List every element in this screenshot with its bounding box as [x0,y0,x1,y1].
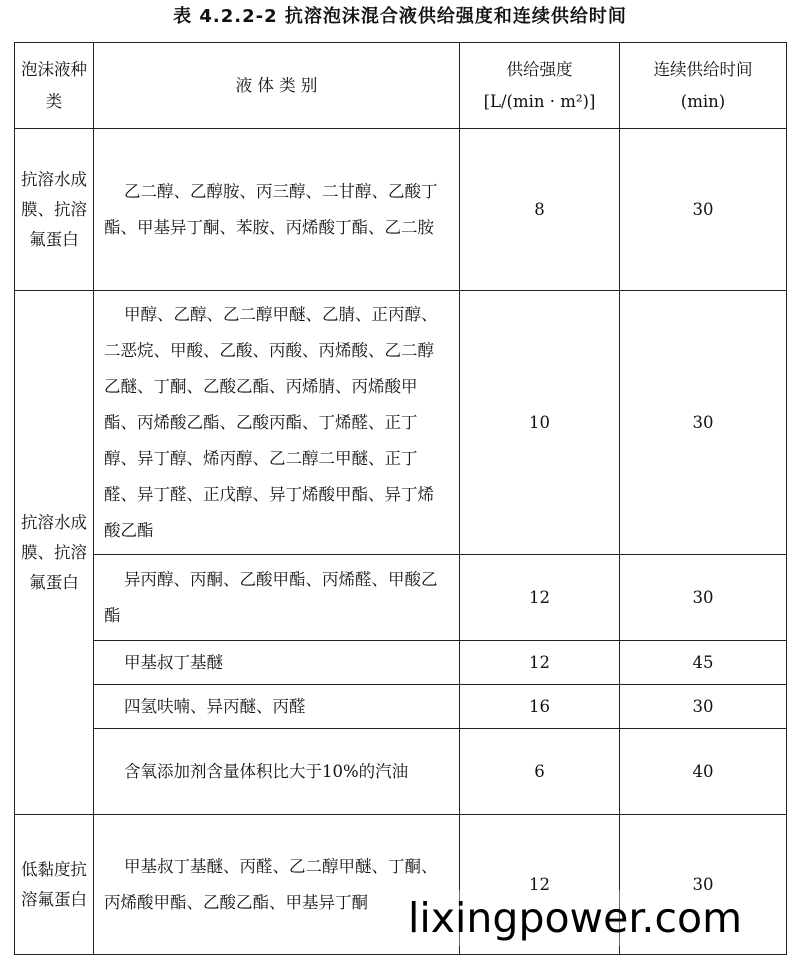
table-title: 表 4.2.2-2 抗溶泡沫混合液供给强度和连续供给时间 [173,6,627,27]
intensity-cell: 12 [460,815,620,955]
foam-type-cell: 抗溶水成膜、抗溶氟蛋白 [15,129,94,291]
table-row [15,685,787,729]
intensity-cell: 16 [460,685,620,729]
table-row [15,641,787,685]
intensity-cell: 10 [460,291,620,555]
header-duration [620,43,787,129]
foam-supply-table [14,42,787,955]
liquid-type-cell: 四氢呋喃、异丙醚、丙醛 [94,685,460,729]
duration-cell: 30 [620,129,787,291]
header-duration-unit: (min) [680,91,726,111]
header-intensity-label: 供给强度 [506,59,573,79]
table-row [15,129,787,291]
table-row [15,729,787,815]
intensity-cell: 6 [460,729,620,815]
liquid-type-cell: 甲基叔丁基醚、丙醛、乙二醇甲醚、丁酮、丙烯酸甲酯、乙酸乙酯、甲基异丁酮 [94,815,460,955]
foam-type-cell: 低黏度抗溶氟蛋白 [15,815,94,955]
duration-cell: 30 [620,291,787,555]
table-row [15,291,787,555]
duration-cell: 40 [620,729,787,815]
header-intensity-unit: [L/(min · m²)] [483,91,596,111]
site-watermark: lixingpower.com [402,890,748,946]
liquid-type-cell: 甲基叔丁基醚 [94,641,460,685]
header-foam-type: 泡沫液种类 [15,43,94,129]
liquid-type-cell: 含氧添加剂含量体积比大于10%的汽油 [94,729,460,815]
intensity-cell: 8 [460,129,620,291]
intensity-cell: 12 [460,555,620,641]
duration-cell: 45 [620,641,787,685]
header-liquid-type: 液 体 类 别 [94,43,460,129]
liquid-type-cell: 乙二醇、乙醇胺、丙三醇、二甘醇、乙酸丁酯、甲基异丁酮、苯胺、丙烯酸丁酯、乙二胺 [94,129,460,291]
table-row [15,555,787,641]
duration-cell: 30 [620,685,787,729]
foam-type-cell: 抗溶水成膜、抗溶氟蛋白 [15,291,94,815]
liquid-type-cell: 异丙醇、丙酮、乙酸甲酯、丙烯醛、甲酸乙酯 [94,555,460,641]
intensity-cell: 12 [460,641,620,685]
header-row [15,43,787,129]
duration-cell: 30 [620,815,787,955]
liquid-type-cell: 甲醇、乙醇、乙二醇甲醚、乙腈、正丙醇、二恶烷、甲酸、乙酸、丙酸、丙烯酸、乙二醇乙醚、丁酮、乙酸乙酯、丙烯腈、丙烯酸甲酯、丙烯酸乙酯、乙酸丙酯、丁烯醛、正丁醇、异丁醇、烯丙醇、乙二醇二甲醚、正丁醛、异丁醛、正戊醇、异丁烯酸甲酯、异丁烯酸乙酯 [94,291,460,555]
header-intensity [460,43,620,129]
duration-cell: 30 [620,555,787,641]
header-duration-label: 连续供给时间 [653,59,753,79]
